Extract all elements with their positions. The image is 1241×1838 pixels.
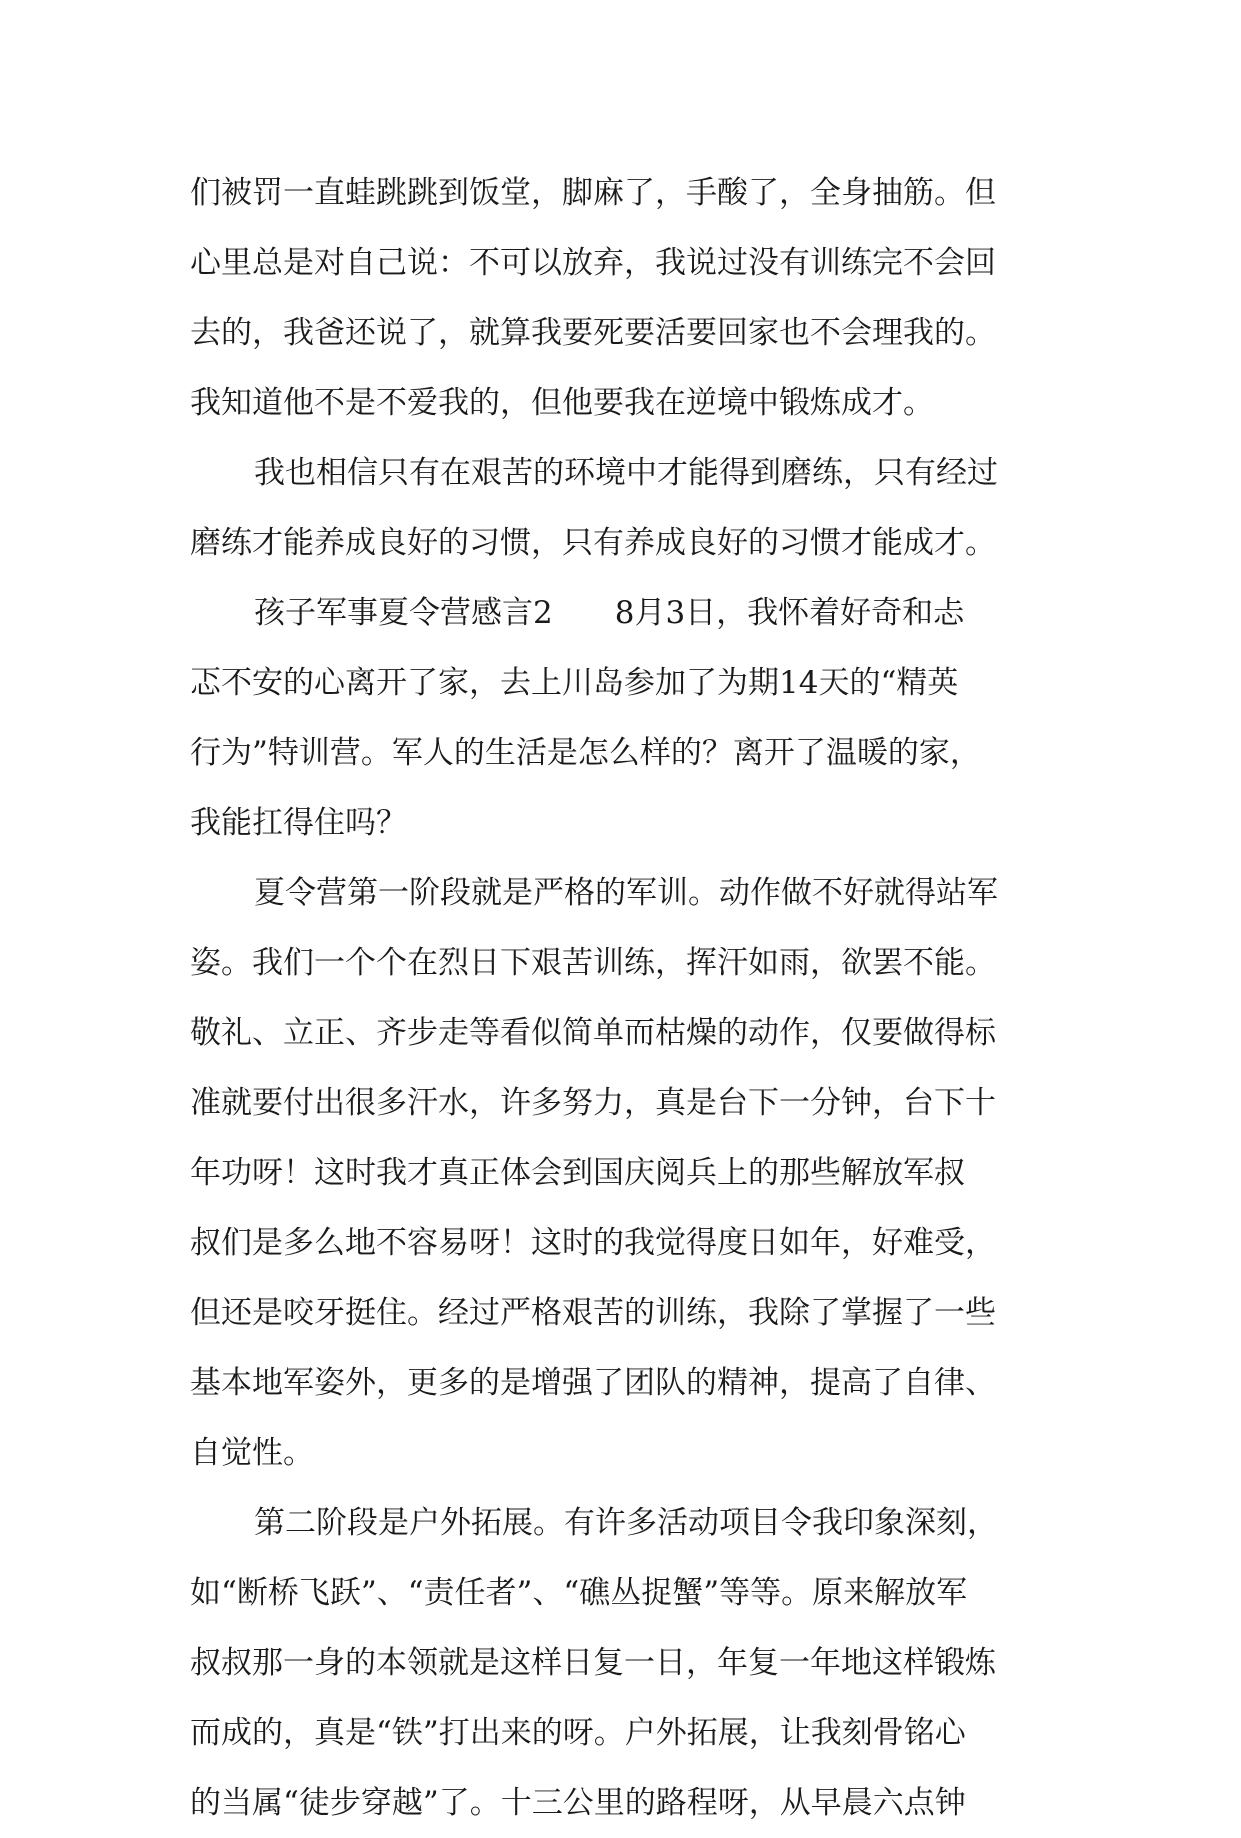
text-line: 的当属“徒步穿越”了。十三公里的路程呀，从早晨六点钟 (190, 1785, 966, 1821)
text-line: 叔叔那一身的本领就是这样日复一日，年复一年地这样锻炼 (190, 1645, 996, 1681)
text-line: 如“断桥飞跃”、“责任者”、“礁丛捉蟹”等等。原来解放军 (190, 1575, 968, 1611)
text-line: 去的，我爸还说了，就算我要死要活要回家也不会理我的。 (190, 315, 996, 351)
text-line: 孩子军事夏令营感言2 8月3日，我怀着好奇和忐 (254, 595, 965, 631)
text-line: 心里总是对自己说：不可以放弃，我说过没有训练完不会回 (190, 245, 996, 281)
text-line: 准就要付出很多汗水，许多努力，真是台下一分钟，台下十 (190, 1085, 996, 1121)
text-line: 姿。我们一个个在烈日下艰苦训练，挥汗如雨，欲罢不能。 (190, 945, 996, 981)
text-line: 但还是咬牙挺住。经过严格艰苦的训练，我除了掌握了一些 (190, 1295, 996, 1331)
text-line: 行为”特训营。军人的生活是怎么样的？离开了温暖的家， (190, 735, 981, 771)
text-line: 磨练才能养成良好的习惯，只有养成良好的习惯才能成才。 (190, 525, 996, 561)
text-line: 忑不安的心离开了家，去上川岛参加了为期14天的“精英 (190, 665, 959, 701)
text-line: 年功呀！这时我才真正体会到国庆阅兵上的那些解放军叔 (190, 1155, 965, 1191)
text-line: 夏令营第一阶段就是严格的军训。动作做不好就得站军 (254, 875, 998, 911)
text-line: 们被罚一直蛙跳跳到饭堂，脚麻了，手酸了，全身抽筋。但 (190, 175, 996, 211)
text-line: 叔们是多么地不容易呀！这时的我觉得度日如年，好难受， (190, 1225, 996, 1261)
text-line: 敬礼、立正、齐步走等看似简单而枯燥的动作，仅要做得标 (190, 1015, 996, 1051)
text-line: 我能扛得住吗？ (190, 805, 407, 841)
document-text (190, 158, 1070, 1838)
text-line: 自觉性。 (190, 1435, 314, 1471)
text-line: 基本地军姿外，更多的是增强了团队的精神，提高了自律、 (190, 1365, 996, 1401)
text-line: 第二阶段是户外拓展。有许多活动项目令我印象深刻， (254, 1505, 998, 1541)
text-line: 我知道他不是不爱我的，但他要我在逆境中锻炼成才。 (190, 385, 934, 421)
text-line: 而成的，真是“铁”打出来的呀。户外拓展，让我刻骨铭心 (190, 1715, 966, 1751)
text-line: 我也相信只有在艰苦的环境中才能得到磨练，只有经过 (254, 455, 998, 491)
